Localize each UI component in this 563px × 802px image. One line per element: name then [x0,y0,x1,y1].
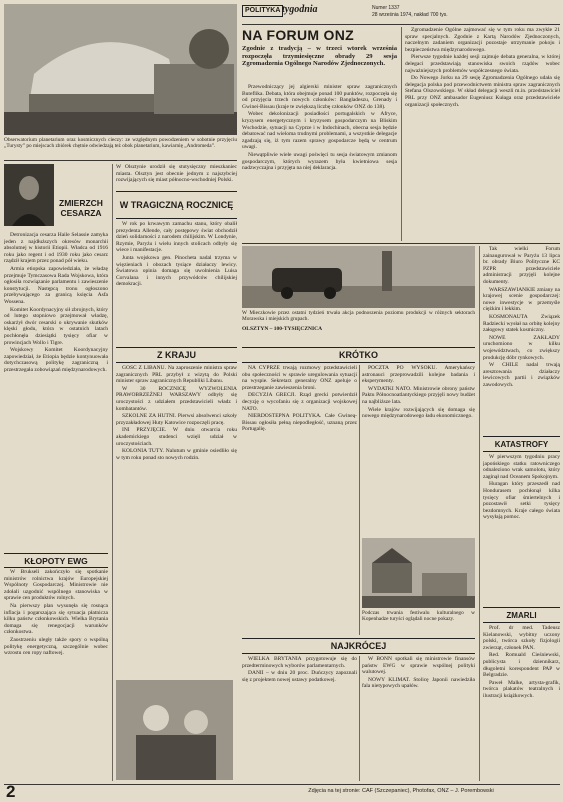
car-illustration [242,246,475,308]
zmierzch-paragraph: Detronizacja cesarza Haile Selassie zamyka jeden z najdłuższych okresów monarchii absolutnej w historii Etiopii. Władca od 1916 roku jako regent i od 1930 roku jako cesarz rządził krajem przez ponad pół wieku. [4,232,108,265]
krotko-paragraph: POCZTA PO WYSOKU. Amerykańscy astronauci przeprowadzili kolejne badania i eksperymenty. [362,365,475,385]
column-divider [479,246,480,781]
photo-credits: Zdjęcia na tej stronie: CAF (Szczepaniec), Photofax, ONZ – J. Porembowski [308,788,494,794]
observatory-illustration [4,4,237,135]
najkrocej-title: NAJKRÓCEJ [242,638,475,654]
krotko-paragraph: DECYZJA GRECJI. Rząd grecki potwierdził decyzję o wycofaniu się z organizacji wojskowej NATO. [242,392,357,412]
column-divider [401,27,402,241]
car-caption: W Mieczkowie przez ostatni tydzień trwała akcja podnoszenia poziomu produkcji w różnych sektorach Morawska i miejskich grupach. [242,310,475,323]
krotko-paragraph: Wiele krajów rozwijających się domaga się nowego międzynarodowego ładu ekonomicznego. [362,406,475,420]
tragiczna-body [116,221,237,343]
katastrofy-paragraph: W pierwszym tygodniu pracy japońskiego statku ratowniczego odnaleziono wrak samolotu, który zaginął nad Oceanem Spokojnym. [483,454,560,480]
onz-paragraph: Przewodniczący jej algierski minister spraw zagranicznych Buteflika. Debata, która obejmuje ponad 100 punktów, rozpoczęła się od przyjęcia trzech nowych członków: Bangladeszu, Grenady i Gwinei-Bissau (kraje te zwiększą liczbę członków ONZ do 138). [242,84,397,110]
wydarzenia-body [483,246,560,432]
tragiczna-paragraph: W rok po krwawym zamachu stanu, który obalił prezydenta Allende, cały postępowy świat obchodził dzień solidarności z narodem chilijskim. W Londynie, Rzymie, Paryżu i wielu innych stolicach odbyły się wiece i manifestacje. [116,221,237,254]
krotko-paragraph: NA CYPRZE trwają rozmowy przedstawicieli obu społeczności w sprawie uregulowania sytuacji na wyspie. Sekretarz generalny ONZ apeluje o przestrzeganie zawieszenia broni. [242,365,357,391]
z-kraju-title: Z KRAJU [116,347,237,363]
zmierzch-title [56,198,106,218]
village-illustration [362,538,475,608]
olsztyn-title: OLSZTYN – 100-TYSIĘCZNICA [242,326,323,332]
klopoty-paragraph: Na pierwszy plan wysunęła się rosnąca inflacja i pogarszająca się sytuacja płatnicza kilku państw członkowskich. Wielka Brytania domaga się renegocjacji warunków członkostwa. [4,602,108,636]
zmierzch-paragraph: Wojskowy Komitet Koordynacyjny zapowiedział, że Etiopia będzie kontynuowała dotychczasową politykę zagraniczną i przestrzegała zobowiązań międzynarodowych. [4,347,108,373]
village-photo [362,538,475,608]
car-photo [242,246,475,308]
onz-body-continued [405,27,560,241]
masthead-logo: POLITYKA [242,5,283,17]
katastrofy-body [483,454,560,604]
z-kraju-paragraph: W 30 ROCZNICĘ WYZWOLENIA PRAWOBRZEŻNEJ WARSZAWY odbyły się uroczystości z udziałem przedstawicieli władz i kombatantów. [116,385,237,412]
portrait-illustration [4,164,54,226]
klopoty-title: KŁOPOTY EWG [4,553,108,568]
masthead-title: tygodnia [282,4,318,15]
klopoty-paragraph: W Brukseli zakończyło się spotkanie ministrów rolnictwa krajów Europejskiej Wspólnoty Gospodarczej. Ministrowie nie zdołali uzgodnić wspólnego stanowiska w sprawie cen produktów rolnych. [4,569,108,602]
issue-line: Numer 1337 [372,5,400,11]
onz-paragraph: Pierwsze tygodnie każdej sesji zajmuje debata generalna, w której delegaci przedstawiają stanowiska swoich rządów wobec najważniejszych problemów współczesnego świata. [405,54,560,74]
katastrofy-paragraph: Huragan który przeszedł nad Hondurasem pochłonął kilka tysięcy ofiar śmiertelnych i pozostawił setki tysięcy bezdomnych. Kraje całego świata wysyłają pomoc. [483,481,560,521]
section-rule [242,243,560,244]
krotko-paragraph: NIERDOSTEPNA POLITYKA. Całe Gwineą-Bissau ogłosiła pełną niepodległość, uznaną przez Portugalię. [242,413,357,433]
column-divider [359,656,360,781]
observatory-caption: Obserwatorium planetarium oraz kosmicznych cieczy: ze względnym powodzeniem w sobotnie przyjęciu „Turysty” po miejscach zbiórek chętnie odwiedzają też obok planetarium, kawiarnię „Andromeda”. [4,137,237,150]
festival-photo [116,680,233,780]
masthead [242,4,560,26]
z-kraju-body [116,365,237,675]
wydarzenia-paragraph: Tak wielki Forum zainaugurował w Paryżu 13 lipca br. obrady Biuro Polityczne KC PZPR przedstawiciele administracji przyjęli kolejne dokumenty. [483,246,560,285]
zmierzch-body [4,232,108,548]
najkrocej-paragraph: DANII – w dniu 20 proc. Duńczycy zapoznali się z projektem nowej ustawy podatkowej. [242,670,357,683]
onz-lead: Zgodnie z tradycją – w trzeci wtorek września rozpoczęła trzymiesięczne obrady 29 sesja Zgromadzenia Ogólnego Narodów Zjednoczonych. [242,45,397,68]
najkrocej-paragraph: WIELKA BRYTANIA przygotowuje się do przedterminowych wyborów parlamentarnych. [242,656,357,669]
wydarzenia-paragraph: WARSZAWIANKIE zmiany na krajowej scenie gospodarczej: nowe inwestycje w przemyśle ciężkim i lekkim. [483,286,560,313]
zmarli-body [483,625,560,781]
z-kraju-paragraph: GOŚĆ Z LIBANU. Na zaproszenie ministra spraw zagranicznych PRL przybył z wizytą do Polski minister spraw zagranicznych Republiki Libanu. [116,365,237,385]
krotko-body [242,365,357,635]
zmierzch-paragraph: Armia etiopska zapowiedziała, że władzę przejmuje Tymczasowa Rada Wojskowa, która ogłosiła rozwiązanie parlamentu i zawieszenie konstytucji. Następcą tronu ogłoszono przebywającego za granicą księcia Asfa Wossena. [4,265,108,305]
footer-rule [4,784,560,785]
date-line: 28 września 1974, nakład 700 tys. [372,12,448,18]
section-rule [4,160,237,161]
z-kraju-paragraph: INI PRZYJĘCIE. W dniu otwarcia roku akademickiego studenci wzięli udział w uroczystościach. [116,427,237,447]
zmarli-paragraph: Prof. dr med. Tadeusz Kielanowski, wybitny uczony polski, twórca szkoły fizjologii zwierząt, członek PAN. [483,625,560,651]
klopoty-paragraph: Zaostrzeniu uległy także spory o wspólną politykę energetyczną, szczególnie wobec wzrostu cen ropy naftowej. [4,636,108,657]
krotko-paragraph: WYDATKI NATO. Ministrowie obrony państw Paktu Północnoatlantyckiego przyjęli nowy budżet na najbliższe lata. [362,385,475,405]
masthead-rule [242,24,560,25]
zmarli-title: ZMARLI [483,607,560,623]
column-divider [112,164,113,781]
column-divider [359,365,360,635]
wydarzenia-paragraph: NOWE ZAKŁADY uruchomiono w kilku województwach, co zwiększy produkcję dóbr rynkowych. [483,334,560,361]
zmarli-paragraph: Red. Romuald Cieśniewski, publicysta i dziennikarz, długoletni korespondent PAP w Belgradzie. [483,652,560,679]
village-caption: Podczas trwania festiwalu kulturalnego w Kopenhadze turyści oglądali nocne pokazy. [362,610,475,623]
olsztyn-body [242,326,357,344]
tragiczna-paragraph: W Olsztynie urodził się stutysięczny mieszkaniec miasta. Olsztyn jest obecnie jednym z najszybciej rozwijających się miast północno-wschodniej Polski. [116,164,237,184]
najkrocej-paragraph: NOWY KLIMAT. Stolicę Japonii nawiedziła fala nietypowych upałów. [362,676,475,690]
klopoty-body [4,569,108,781]
zmierzch-title-text: ZMIERZCH CESARZA [59,198,103,218]
emperor-portrait [4,164,54,226]
page-number: 2 [6,782,16,801]
wydarzenia-paragraph: W CHILE nadal trwają aresztowania działaczy lewicowych partii i związków zawodowych. [483,362,560,388]
wydarzenia-paragraph: KOSMONAUTA Związek Radziecki wysłał na orbitę kolejny załogowy statek kosmiczny. [483,313,560,334]
onz-title: NA FORUM ONZ [242,27,354,43]
krotko-title: KRÓTKO [242,347,475,363]
onz-paragraph: Wobec dekolonizacji posiadłości portugalskich w Afryce, kryzysem energetycznym i kryzysem gospodarczym na Bliskim Wschodzie, sytuacji na Cyprze i w Indochinach, obecna sesja będzie debatować nad wieloma trudnymi problemami, a wszystkie delegacje zgadzają się, iż tym razem sprawy gospodarcze będą w centrum uwagi. [242,111,397,151]
onz-paragraph: Niewątpliwie wiele uwagi poświęci tu sesja światowym zmianom gospodarczym, których wyrazem była kwietniowa sesja nadzwyczajna i przyjęta na niej deklaracja. [242,151,397,172]
festival-illustration [116,680,233,780]
najkrocej-body-continued [362,656,475,781]
z-kraju-paragraph: SZKOLNE ZA HUTNI. Pierwsi absolwenci szkoły przyzakładowej Huty Katowice rozpoczęli pracę. [116,413,237,426]
najkrocej-body [242,656,357,781]
onz-body [242,84,397,240]
zmarli-paragraph: Paweł Malke, artysta-grafik, twórca plakatów teatralnych i ilustracji książkowych. [483,679,560,699]
tragiczna-title: W TRAGICZNĄ ROCZNICĘ [116,191,237,219]
onz-paragraph: Do Nowego Jorku na 29 sesję Zgromadzenia Ogólnego udała się delegacja polska pod przewodnictwem ministra spraw zagranicznych Stefana Olszowskiego. W skład delegacji weszli m.in. przedstawiciel PRL przy ONZ ambasador Eugeniusz Kułaga oraz przedstawiciele organizacji społecznych. [405,75,560,108]
krotko-body-continued [362,365,475,535]
tragiczna-paragraph: Junta wojskowa gen. Pinocheta nadal trzyma w więzieniach i obozach tysiące działaczy lewicy. Światowa opinia domaga się uwolnienia Luisa Corvalana i innych przywódców chilijskiej demokracji. [116,254,237,288]
najkrocej-paragraph: W BONN spotkali się ministrowie finansów państw EWG w sprawie wspólnej polityki walutowej. [362,656,475,676]
onz-paragraph: Zgromadzenie Ogólne zajmować się w tym roku ma zwykle 21 spraw specjalnych. Zgodnie z Kartą Narodów Zjednoczonych, naczelnym zadaniem organizacji pozostaje utrzymanie pokoju i bezpieczeństwa międzynarodowego. [405,27,560,53]
z-kraju-paragraph: KOLONIA TUTY. Nalutum w gminie osiedliło się w tym roku ponad sto nowych rodzin. [116,448,237,461]
observatory-photo [4,4,237,135]
tragiczna-intro [116,164,237,188]
zmierzch-paragraph: Komitet Koordynacyjny sił zbrojnych, który od lutego stopniowo przejmował władzę, oskarżył dwór cesarski o ukrywanie skutków klęski głodu, która w ostatnich latach pochłonęła dziesiątki tysięcy ofiar w prowincjach Wollo i Tigre. [4,306,108,346]
katastrofy-title: KATASTROFY [483,436,560,452]
